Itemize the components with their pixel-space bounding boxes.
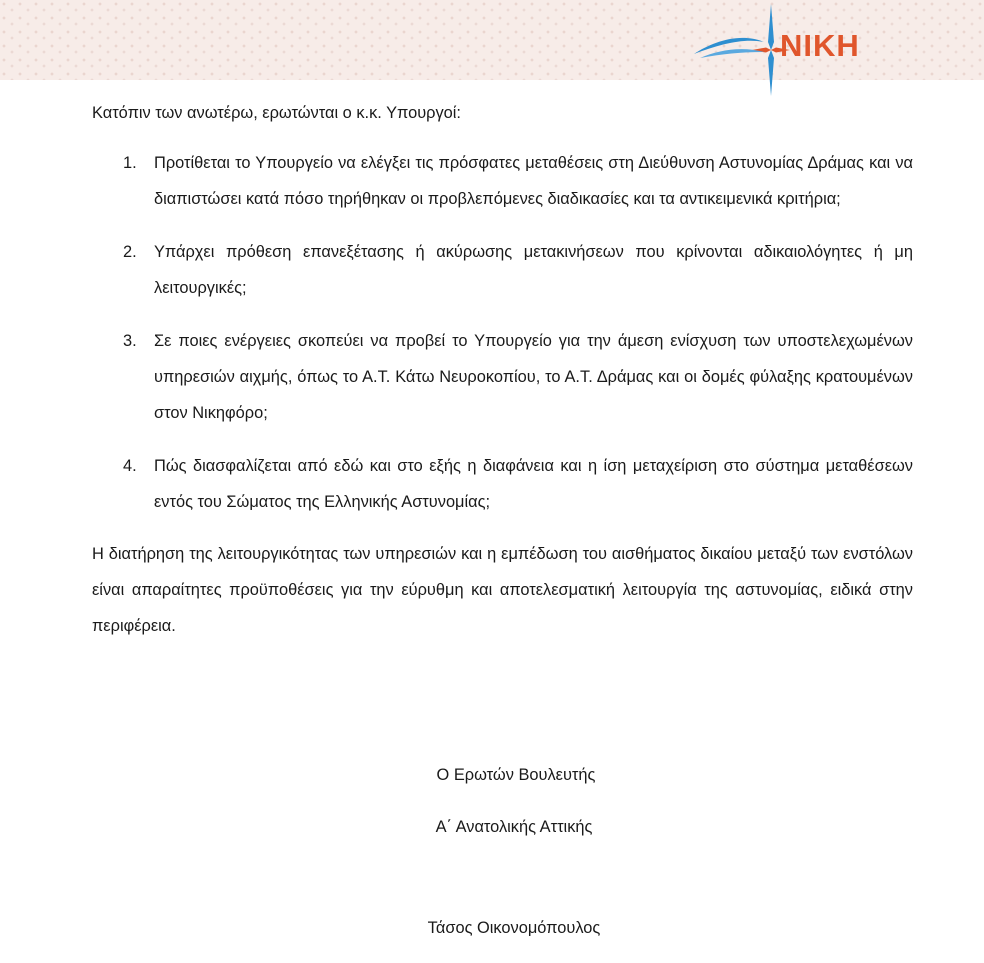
- intro-paragraph: Κατόπιν των ανωτέρω, ερωτώνται ο κ.κ. Υπουργοί:: [92, 104, 461, 122]
- list-item-number: 2.: [123, 243, 137, 261]
- list-item: [92, 234, 913, 306]
- list-item-number: 4.: [123, 457, 137, 475]
- list-item-number: 1.: [123, 154, 137, 172]
- document-body: [92, 103, 913, 644]
- questions-list: [92, 145, 913, 520]
- list-item: [92, 145, 913, 217]
- signature-region: Α΄ Ανατολικής Αττικής: [435, 818, 593, 836]
- list-item-text: Υπάρχει πρόθεση επανεξέτασης ή ακύρωσης μετακινήσεων που κρίνονται αδικαιολόγητες ή μη λειτουργικές;: [154, 243, 913, 297]
- list-item: [92, 323, 913, 431]
- list-item-text: Προτίθεται το Υπουργείο να ελέγξει τις πρόσφατες μεταθέσεις στη Διεύθυνση Αστυνομίας Δράμας και να διαπιστώσει κατά πόσο τηρήθηκαν οι προβλεπόμενες διαδικασίες και τα αντικειμενικά κριτήρια;: [154, 154, 913, 208]
- closing-paragraph: Η διατήρηση της λειτουργικότητας των υπηρεσιών και η εμπέδωση του αισθήματος δικαίου μεταξύ των ενστόλων είναι απαραίτητες προϋποθέσεις για την εύρυθμη και αποτελεσματική λειτουργία της αστυνομίας, ειδικά στην περιφέρεια.: [92, 545, 913, 635]
- list-item-text: Πώς διασφαλίζεται από εδώ και στο εξής η διαφάνεια και η ίση μεταχείριση στο σύστημα μεταθέσεων εντός του Σώματος της Ελληνικής Αστυνομίας;: [154, 457, 913, 511]
- signature-name: Τάσος Οικονομόπουλος: [427, 919, 601, 937]
- list-item: [92, 448, 913, 520]
- signature-title: Ο Ερωτών Βουλευτής: [436, 766, 596, 784]
- list-item-text: Σε ποιες ενέργειες σκοπεύει να προβεί το Υπουργείο για την άμεση ενίσχυση των υποστελεχωμένων υπηρεσιών αιχμής, όπως το Α.Τ. Κάτω Νευροκοπίου, το Α.Τ. Δράμας και οι δομές φύλαξης κρατουμένων στον Νικηφόρο;: [154, 332, 913, 422]
- logo-text: ΝΙΚΗ: [780, 28, 860, 63]
- list-item-number: 3.: [123, 332, 137, 350]
